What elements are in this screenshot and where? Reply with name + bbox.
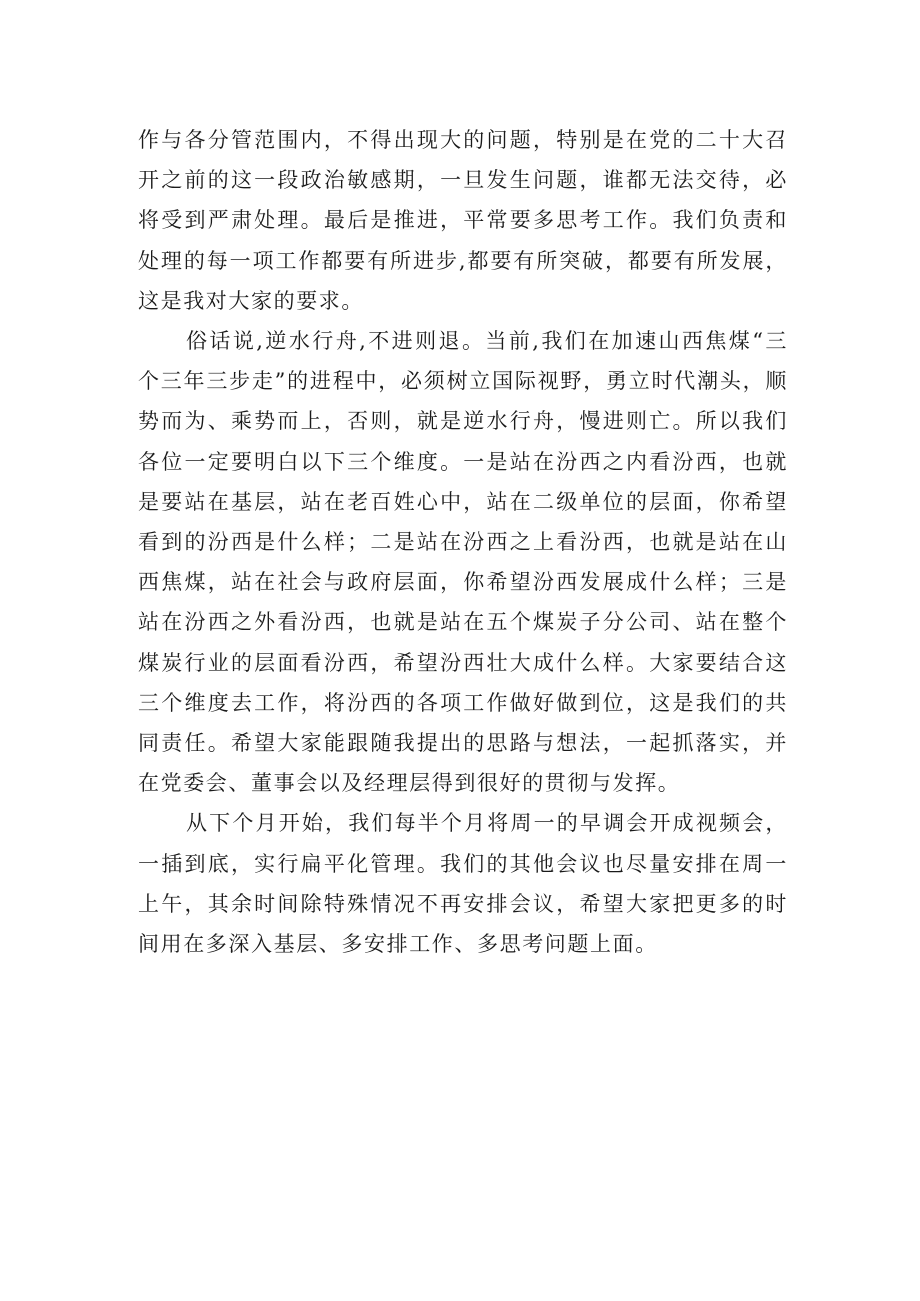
paragraph-continuation: 作与各分管范围内，不得出现大的问题，特别是在党的二十大召开之前的这一段政治敏感期，一旦发生问题，谁都无法交待，必将受到严肃处理。最后是推进，平常要多思考工作。我们负责和处理的每一项工作都要有所进步,都要有所突破，都要有所发展，这是我对大家的要求。 bbox=[138, 128, 788, 313]
paragraph-three-dimensions: 俗话说,逆水行舟,不进则退。当前,我们在加速山西焦煤“三个三年三步走”的进程中，必须树立国际视野，勇立时代潮头，顺势而为、乘势而上，否则，就是逆水行舟，慢进则亡。所以我们各位一定要明白以下三个维度。一是站在汾西之内看汾西，也就是要站在基层，站在老百姓心中，站在二级单位的层面，你希望看到的汾西是什么样；二是站在汾西之上看汾西，也就是站在山西焦煤，站在社会与政府层面，你希望汾西发展成什么样；三是站在汾西之外看汾西，也就是站在五个煤炭子分公司、站在整个煤炭行业的层面看汾西，希望汾西壮大成什么样。大家要结合这三个维度去工作，将汾西的各项工作做好做到位，这是我们的共同责任。希望大家能跟随我提出的思路与想法，一起抓落实，并在党委会、董事会以及经理层得到很好的贯彻与发挥。 bbox=[138, 329, 788, 796]
document-body bbox=[138, 120, 788, 964]
paragraph-meeting-arrangement: 从下个月开始，我们每半个月将周一的早调会开成视频会，一插到底，实行扁平化管理。我们的其他会议也尽量安排在周一上午，其余时间除特殊情况不再安排会议，希望大家把更多的时间用在多深入基层、多安排工作、多思考问题上面。 bbox=[138, 811, 788, 957]
